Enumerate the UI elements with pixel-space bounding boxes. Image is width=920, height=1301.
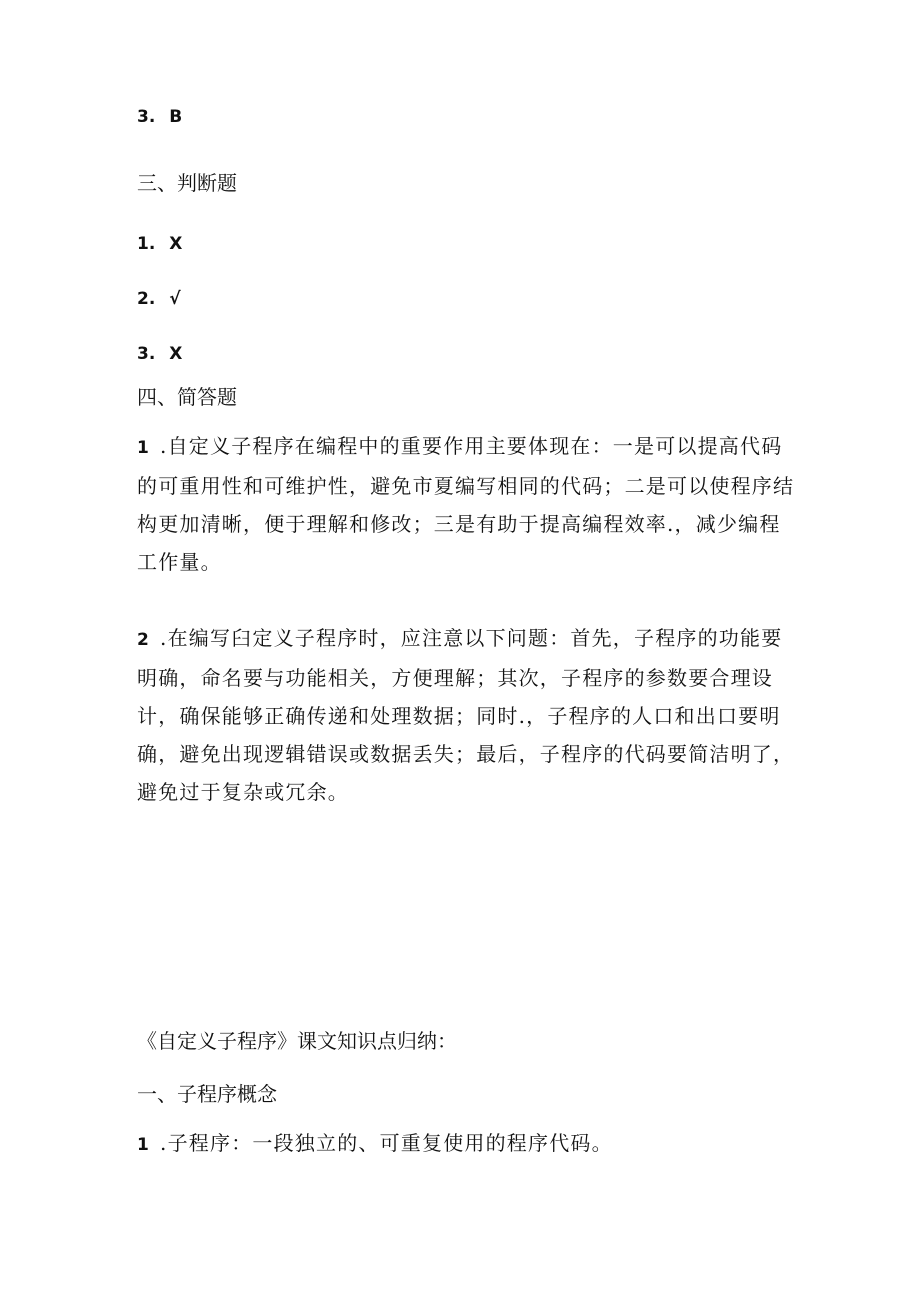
short-answer-paragraph [137,619,797,811]
summary-item-text: .子程序：一段独立的、可重复使用的程序代码。 [160,1131,613,1155]
answer-number: 3. [137,107,156,127]
short-answer-paragraph [137,427,797,581]
summary-item [137,1129,613,1159]
judgement-row [137,338,182,368]
judgement-row [137,283,181,313]
paragraph-text: .在编写臼定义子程序时，应注意以下问题：首先，子程序的功能要明确，命名要与功能相关，方便理解；其次，子程序的参数要合理设计，确保能够正确传递和处理数据；同时.，子程序的人口和出口要明确，避免出现逻辑错误或数据丢失；最后，子程序的代码要简洁明了，避免过于复杂或冗余。 [137,626,795,804]
judgement-mark: X [169,234,183,254]
paragraph-text: .自定义子程序在编程中的重要作用主要体现在：一是可以提高代码的可重用性和可维护性，避免市夏编写相同的代码；二是可以使程序结构更加清晰，便于理解和修改；三是有助于提高编程效率.，减少编程工作量。 [137,434,795,574]
answer-mark: B [169,107,183,127]
answer-row [137,101,182,131]
section-title-judgement: 三、判断题 [137,171,237,195]
judgement-number: 2. [137,289,156,309]
summary-section-title: 一、子程序概念 [137,1082,277,1106]
paragraph-number: 2 [137,630,151,650]
paragraph-number: 1 [137,438,151,458]
judgement-number: 1. [137,234,156,254]
summary-title: 《自定义子程序》课文知识点归纳： [137,1029,457,1053]
summary-item-number: 1 [137,1135,151,1155]
judgement-number: 3. [137,344,156,364]
judgement-row [137,228,182,258]
section-title-short-answer: 四、简答题 [137,385,237,409]
judgement-mark: X [169,344,183,364]
judgement-mark: √ [169,289,181,309]
